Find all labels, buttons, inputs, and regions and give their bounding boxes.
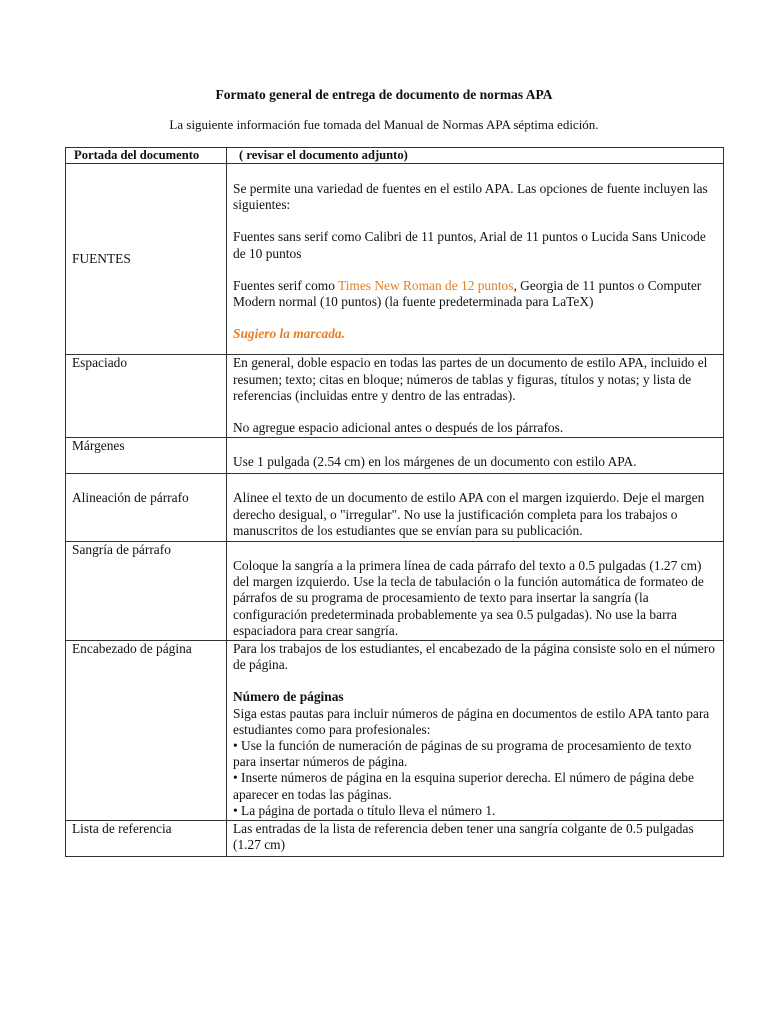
sangria-p1: Coloque la sangría a la primera línea de cada párrafo del texto a 0.5 pulgadas (1.27 cm) del margen izquierdo. Use la tecla de tabulación o la función automática de formateo de párrafos de su programa de procesamiento de texto para insertar la sangría (la configuración predeterminada probablemente ya sea 0.5 pulgadas). No use la barra espaciadora para crear sangría.	[233, 558, 704, 638]
encabezado-bullet-2: • Inserte números de página en la esquina superior derecha. El número de página debe aparecer en todas las páginas.	[233, 770, 694, 802]
row-content-referencia	[227, 821, 724, 856]
fuentes-suggestion: Sugiero la marcada.	[233, 326, 345, 342]
encabezado-subheading: Número de páginas	[233, 689, 344, 705]
encabezado-p1: Para los trabajos de los estudiantes, el encabezado de la página consiste solo en el número de página.	[233, 641, 715, 673]
fuentes-p2: Fuentes sans serif como Calibri de 11 puntos, Arial de 11 puntos o Lucida Sans Unicode de 10 puntos	[233, 229, 706, 261]
table-row-sangria	[66, 542, 724, 641]
encabezado-bullet-3: • La página de portada o título lleva el número 1.	[233, 802, 496, 818]
table-row-espaciado	[66, 355, 724, 438]
fuentes-p3-pre: Fuentes serif como	[233, 277, 338, 293]
fuentes-p1: Se permite una variedad de fuentes en el estilo APA. Las opciones de fuente incluyen las siguientes:	[233, 181, 708, 213]
alineacion-p1: Alinee el texto de un documento de estilo APA con el margen izquierdo. Deje el margen derecho desigual, o "irregular". No use la justificación completa para los trabajos o manuscritos de los estudiantes que se envían para su publicación.	[233, 490, 705, 538]
table-row-fuentes	[66, 164, 724, 355]
header-content-cell: ( revisar el documento adjunto)	[227, 148, 724, 164]
row-label-espaciado: Espaciado	[66, 355, 227, 438]
document-intro: La siguiente información fue tomada del Manual de Normas APA séptima edición.	[169, 117, 599, 132]
espaciado-p2: No agregue espacio adicional antes o después de los párrafos.	[233, 420, 564, 436]
row-content-sangria	[227, 542, 724, 641]
table-row-alineacion	[66, 474, 724, 542]
apa-format-table	[65, 147, 724, 857]
fuentes-label: FUENTES	[72, 251, 131, 267]
row-label-alineacion: Alineación de párrafo	[66, 474, 227, 542]
table-row-encabezado	[66, 641, 724, 821]
fuentes-p3-post: , Georgia de 11 puntos o Computer Modern normal (10 puntos) (la fuente predeterminada para LaTeX)	[233, 277, 702, 310]
row-label-margenes: Márgenes	[66, 438, 227, 474]
table-row-referencia	[66, 821, 724, 856]
row-label-sangria: Sangría de párrafo	[66, 542, 227, 641]
encabezado-bullet-1: • Use la función de numeración de páginas de su programa de procesamiento de texto para insertar números de página.	[233, 738, 692, 770]
fuentes-p3	[233, 278, 717, 310]
referencia-p1: Las entradas de la lista de referencia deben tener una sangría colgante de 0.5 pulgadas (1.27 cm)	[233, 821, 694, 853]
encabezado-p2: Siga estas pautas para incluir números de página en documentos de estilo APA tanto para estudiantes como para profesionales:	[233, 705, 710, 737]
row-content-alineacion	[227, 474, 724, 542]
row-content-margenes	[227, 438, 724, 474]
margenes-p1: Use 1 pulgada (2.54 cm) en los márgenes de un documento con estilo APA.	[233, 454, 637, 470]
row-content-encabezado	[227, 641, 724, 821]
row-content-espaciado	[227, 355, 724, 438]
row-label-referencia: Lista de referencia	[66, 821, 227, 856]
header-label-cell: Portada del documento	[66, 148, 227, 164]
table-row-margenes	[66, 438, 724, 474]
table-header-row	[66, 148, 724, 164]
row-label-encabezado: Encabezado de página	[66, 641, 227, 821]
document-title: Formato general de entrega de documento de normas APA	[215, 87, 553, 102]
row-content-fuentes	[227, 164, 724, 355]
row-label-fuentes	[66, 164, 227, 355]
fuentes-highlight-text: Times New Roman de 12 puntos	[338, 277, 514, 293]
espaciado-p1: En general, doble espacio en todas las partes de un documento de estilo APA, incluido el resumen; texto; citas en bloque; números de tablas y figuras, títulos y notas; y lista de referencias (incluidas entre y dentro de las entradas).	[233, 355, 708, 403]
